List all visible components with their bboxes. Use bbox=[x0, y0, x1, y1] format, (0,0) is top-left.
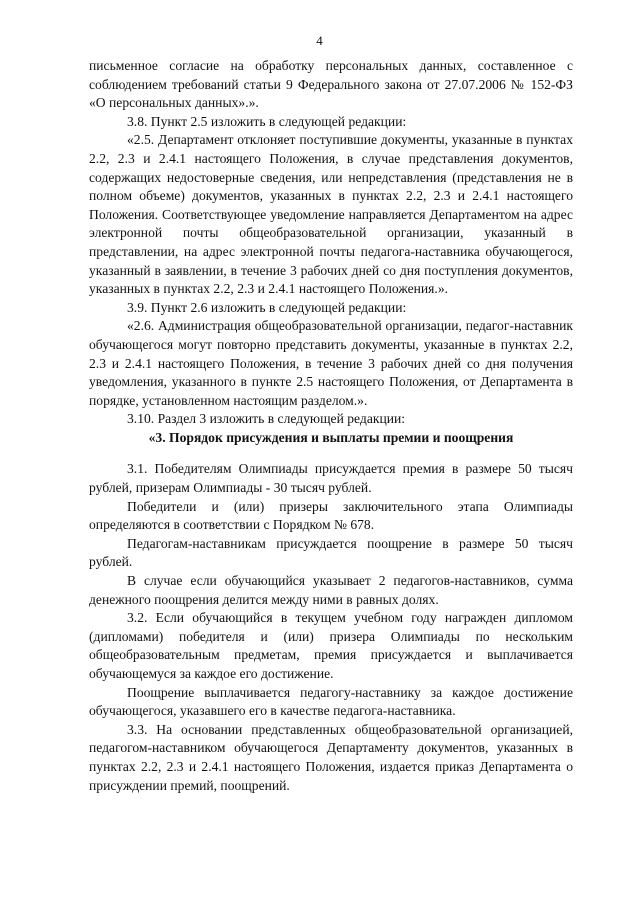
paragraph-clause-2-6: «2.6. Администрация общеобразовательной организации, педагог-наставник обучающегося могут повторно представить документы, указанные в пунктах 2.2, 2.3 и 2.4.1 настоящего Положения, в течение 3 рабочих дней со дня получения уведомления, указанного в пункте 2.5 настоящего Положения, от Департамента в порядке, установленном настоящим разделом.». bbox=[89, 318, 573, 408]
paragraph-clause-2-5: «2.5. Департамент отклоняет поступившие документы, указанные в пунктах 2.2, 2.3 и 2.4.1 настоящего Положения, в случае представления документов, содержащих недостоверные сведения, или непредставления (представления не в полном объеме) документов, указанных в пунктах 2.2, 2.3 и 2.4.1 настоящего Положения. Соответствующее уведомление направляется Департаментом на адрес электронной почты общеобразовательной организации, указанный в представлении, на адрес электронной почты педагога-наставника обучающегося, указанный в заявлении, в течение 3 рабочих дней со дня поступления документов, указанных в пунктах 2.2, 2.3 и 2.4.1 настоящего Положения.». bbox=[89, 132, 573, 297]
paragraph-consent-tail: письменное согласие на обработку персональных данных, составленное с соблюдением требований статьи 9 Федерального закона от 27.07.2006 № 152-ФЗ «О персональных данных».». bbox=[89, 58, 573, 111]
paragraph-item-3-8: 3.8. Пункт 2.5 изложить в следующей редакции: bbox=[127, 113, 407, 129]
paragraph-clause-3-1: 3.1. Победителям Олимпиады присуждается премия в размере 50 тысяч рублей, призерам Олимпиады - 30 тысяч рублей. bbox=[89, 461, 573, 496]
document-body bbox=[89, 57, 573, 795]
paragraph-item-3-9: 3.9. Пункт 2.6 изложить в следующей редакции: bbox=[127, 299, 407, 315]
paragraph-mentor-payment: Поощрение выплачивается педагогу-наставнику за каждое достижение обучающегося, указавшего его в качестве педагога-наставника. bbox=[89, 684, 573, 719]
paragraph-mentor-reward: Педагогам-наставникам присуждается поощрение в размере 50 тысяч рублей. bbox=[89, 535, 573, 570]
paragraph-clause-3-2: 3.2. Если обучающийся в текущем учебном году награжден дипломом (дипломами) победителя и (или) призера Олимпиады по нескольким общеобразовательным предметам, премия присуждается и выплачивается обучающемуся за каждое его достижение. bbox=[89, 610, 573, 681]
paragraph-two-mentors: В случае если обучающийся указывает 2 педагогов-наставников, сумма денежного поощрения делится между ними в равных долях. bbox=[89, 573, 573, 607]
page-number: 4 bbox=[316, 33, 323, 48]
paragraph-item-3-10: 3.10. Раздел 3 изложить в следующей редакции: bbox=[127, 411, 406, 427]
paragraph-clause-3-3: 3.3. На основании представленных общеобразовательной организацией, педагогом-наставником обучающегося Департаменту документов, указанных в пунктах 2.2, 2.3 и 2.4.1 настоящего Положения, издается приказ Департамента о присуждении премий, поощрений. bbox=[89, 721, 573, 793]
section-heading: «3. Порядок присуждения и выплаты премии и поощрения bbox=[148, 429, 514, 445]
paragraph-winners-defined: Победители и (или) призеры заключительного этапа Олимпиады определяются в соответствии с Порядком № 678. bbox=[89, 498, 573, 533]
